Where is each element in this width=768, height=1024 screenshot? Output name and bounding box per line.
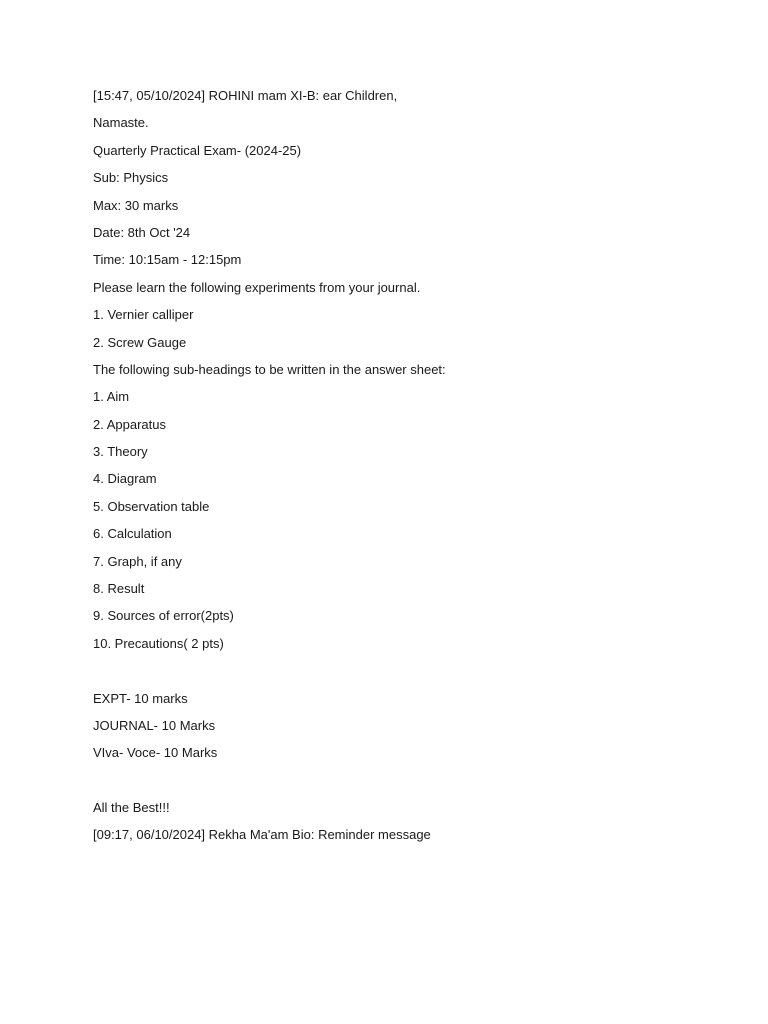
subheading-item: 2. Apparatus [93, 416, 166, 432]
max-marks-line: Max: 30 marks [93, 197, 179, 213]
subheading-item: 8. Result [93, 581, 145, 597]
subheading-item: 3. Theory [93, 444, 148, 460]
subheading-item: 6. Calculation [93, 526, 172, 542]
message-header-rekha: [09:17, 06/10/2024] Rekha Ma'am Bio: Reminder message [93, 827, 431, 843]
marks-breakdown-item: VIva- Voce- 10 Marks [93, 745, 218, 761]
blank-line [93, 662, 713, 679]
experiment-item: 1. Vernier calliper [93, 307, 194, 323]
subheading-item: 4. Diagram [93, 471, 157, 487]
time-line: Time: 10:15am - 12:15pm [93, 252, 242, 268]
marks-breakdown-item: EXPT- 10 marks [93, 690, 188, 706]
subheading-item: 1. Aim [93, 389, 130, 405]
exam-title: Quarterly Practical Exam- (2024-25) [93, 142, 302, 158]
subheading-item: 5. Observation table [93, 498, 210, 514]
experiment-item: 2. Screw Gauge [93, 334, 187, 350]
subject-line: Sub: Physics [93, 170, 169, 186]
blank-line [93, 772, 713, 789]
subheadings-intro: The following sub-headings to be written in the answer sheet: [93, 361, 446, 377]
subheading-item: 10. Precautions( 2 pts) [93, 635, 224, 651]
marks-breakdown-item: JOURNAL- 10 Marks [93, 717, 216, 733]
closing-line: All the Best!!! [93, 800, 170, 816]
subheading-item: 7. Graph, if any [93, 553, 182, 569]
greeting-line: Namaste. [93, 115, 149, 131]
instruction-line: Please learn the following experiments from your journal. [93, 279, 421, 295]
message-header-rohini: [15:47, 05/10/2024] ROHINI mam XI-B: ear Children, [93, 88, 398, 103]
date-line: Date: 8th Oct '24 [93, 224, 191, 240]
message-text-block [93, 87, 713, 854]
subheading-item: 9. Sources of error(2pts) [93, 608, 234, 624]
